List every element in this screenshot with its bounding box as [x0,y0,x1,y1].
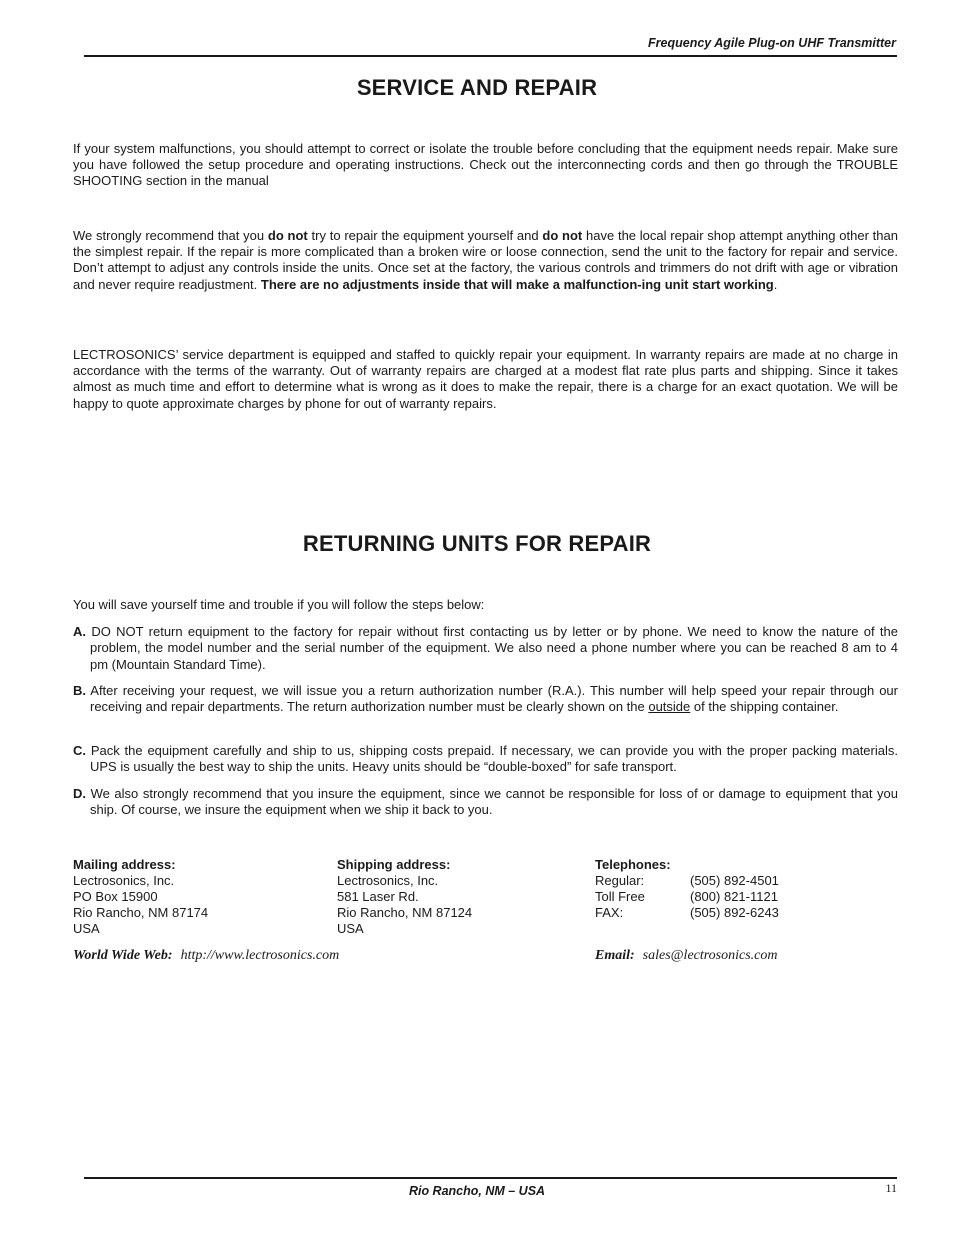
footer-location: Rio Rancho, NM – USA [408,1184,546,1198]
website: World Wide Web: http://www.lectrosonics.com [73,948,340,963]
returning-heading: RETURNING UNITS FOR REPAIR [302,531,652,556]
step-d: D. We also strongly recommend that you insure the equipment, since we cannot be responsible for loss of or damage to equipment that you ship. Of course, we insure the equipment when we ship it back to you. [73,786,898,818]
step-b: B. After receiving your request, we will issue you a return authorization number (R.A.). This number will help speed your repair through our receiving and repair departments. The return authorization number must be clearly shown on the outside of the shipping container. [73,683,898,715]
phone-row-toll-free: Toll Free (800) 821-1121 [595,889,778,904]
service-heading: SERVICE AND REPAIR [356,75,598,100]
page-number: 11 [885,1181,897,1195]
service-paragraph-2: We strongly recommend that you do not try to repair the equipment yourself and do not have the local repair shop attempt anything other than the simplest repair. If the repair is more complicated than a broken wire or loose connection, send the unit to the factory for repair and service. Don’t attempt to adjust any controls inside the units. Once set at the factory, the various controls and trimmers do not drift with age or vibration and never require readjustment. There are no adjustments inside that will make a malfunction-ing unit start working. [73,228,898,292]
shipping-address-label: Shipping address: [337,857,451,872]
website-link[interactable]: http://www.lectrosonics.com [180,948,340,963]
phone-row-fax: FAX: (505) 892-6243 [595,905,779,920]
mailing-address-label: Mailing address: [73,857,176,872]
footer-rule [84,1177,897,1179]
returning-intro: You will save yourself time and trouble if you will follow the steps below: [73,597,485,612]
step-c: C. Pack the equipment carefully and ship to us, shipping costs prepaid. If necessary, we can provide you with the proper packing materials. UPS is usually the best way to ship the units. Heavy units should be “double-boxed” for safe transport. [73,743,898,775]
mailing-address: Mailing address: Lectrosonics, Inc. PO Box 15900 Rio Rancho, NM 87174 USA [73,857,209,936]
phone-row-regular: Regular: (505) 892-4501 [595,873,779,888]
service-paragraph-1: If your system malfunctions, you should attempt to correct or isolate the trouble before concluding that the equipment needs repair. Make sure you have followed the setup procedure and operating instructions. Check out the interconnecting cords and then go through the TROUBLE SHOOTING section in the manual [73,141,898,189]
telephones-label: Telephones: [595,857,671,872]
running-header: Frequency Agile Plug-on UHF Transmitter [648,36,896,50]
email: Email: sales@lectrosonics.com [595,948,778,963]
service-paragraph-3: LECTROSONICS’ service department is equipped and staffed to quickly repair your equipment. In warranty repairs are made at no charge in accordance with the terms of the warranty. Out of warranty repairs are charged at a modest flat rate plus parts and shipping. Since it takes almost as much time and effort to determine what is wrong as it does to make the repair, there is a charge for an exact quotation. We will be happy to quote approximate charges by phone for out of warranty repairs. [73,347,898,411]
shipping-address: Shipping address: Lectrosonics, Inc. 581 Laser Rd. Rio Rancho, NM 87124 USA [337,857,473,936]
email-link[interactable]: sales@lectrosonics.com [642,948,778,963]
step-a: A. DO NOT return equipment to the factory for repair without first contacting us by letter or by phone. We need to know the nature of the problem, the model number and the serial number of the equipment. We also need a phone number where you can be reached 8 am to 4 pm (Mountain Standard Time). [73,624,898,672]
telephones [595,857,779,921]
header-rule [84,55,897,57]
